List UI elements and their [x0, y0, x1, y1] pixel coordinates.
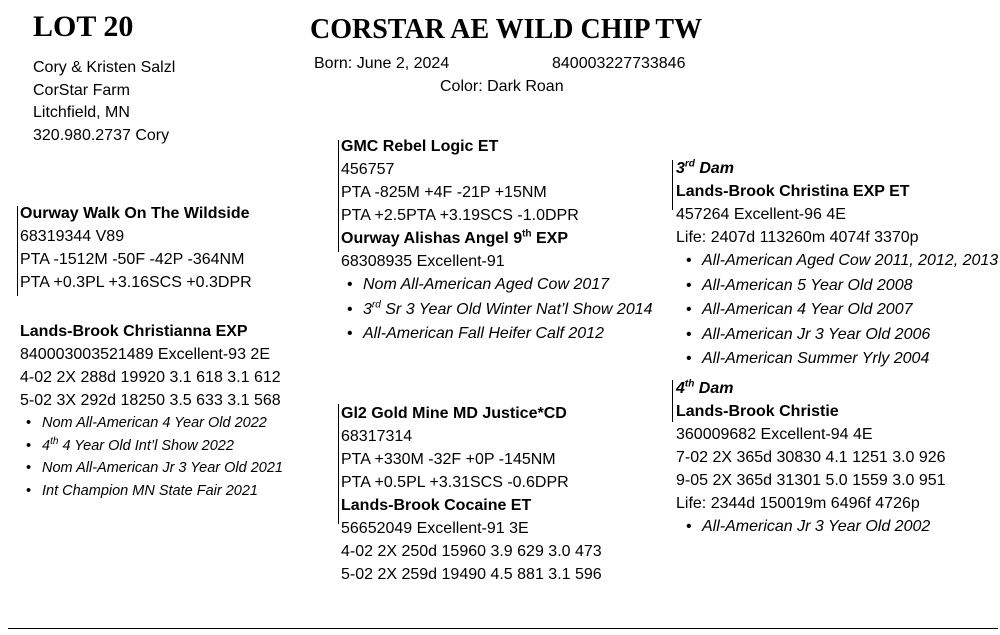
sire-sire-pta-production: PTA -825M +4F -21P +15NM: [341, 184, 547, 201]
third-dam-name: Lands-Brook Christina EXP ET: [676, 183, 910, 200]
list-item: • Nom All-American Jr 3 Year Old 2021: [20, 457, 283, 480]
list-item: • All-American Jr 3 Year Old 2006: [680, 323, 998, 348]
list-item: • 4th 4 Year Old Int’l Show 2022: [20, 435, 283, 458]
third-dam-life: Life: 2407d 113260m 4074f 3370p: [676, 229, 919, 246]
third-dam-reg: 457264 Excellent-96 4E: [676, 206, 846, 223]
dam-dam-record-2: 5-02 2X 259d 19490 4.5 881 3.1 596: [341, 566, 602, 583]
fourth-dam-awards: [680, 515, 946, 540]
dam-block: [20, 320, 283, 502]
animal-color: Color: Dark Roan: [440, 78, 564, 95]
dam-dam-reg: 56652049 Excellent-91 3E: [341, 520, 529, 537]
sire-dam-name: Ourway Alishas Angel 9th EXP: [341, 228, 569, 247]
fourth-dam-name: Lands-Brook Christie: [676, 403, 839, 420]
animal-id: 840003227733846: [552, 55, 686, 72]
pedigree-bracket: [672, 160, 673, 210]
sire-dam-reg: 68308935 Excellent-91: [341, 253, 505, 270]
third-dam-label: 3rd Dam: [676, 158, 735, 177]
sire-reg: 68319344 V89: [20, 228, 125, 245]
dam-sire-pta-production: PTA +330M -32F +0P -145NM: [341, 451, 556, 468]
dam-sire-reg: 68317314: [341, 428, 413, 445]
dam-record-2: 5-02 3X 292d 18250 3.5 633 3.1 568: [20, 392, 281, 409]
list-item: • Nom All-American 4 Year Old 2022: [20, 412, 283, 435]
fourth-dam-label: 4th Dam: [676, 378, 734, 397]
dam-dam-record-1: 4-02 2X 250d 15960 3.9 629 3.0 473: [341, 543, 602, 560]
pedigree-bracket: [338, 404, 339, 524]
fourth-dam-reg: 360009682 Excellent-94 4E: [676, 426, 873, 443]
fourth-dam-record-2: 9-05 2X 365d 31301 5.0 1559 3.0 951: [676, 472, 946, 489]
sire-sire-name: GMC Rebel Logic ET: [341, 138, 499, 155]
dam-awards: [20, 412, 283, 502]
fourth-dam-life: Life: 2344d 150019m 6496f 4726p: [676, 495, 920, 512]
owner-farm: CorStar Farm: [33, 81, 130, 99]
animal-name: CORSTAR AE WILD CHIP TW: [310, 14, 703, 45]
birth-date: Born: June 2, 2024: [314, 55, 450, 72]
third-dam-awards: [680, 249, 998, 372]
owner-name: Cory & Kristen Salzl: [33, 59, 176, 76]
sire-pta-health: PTA +0.3PL +3.16SCS +0.3DPR: [20, 274, 252, 291]
list-item: • All-American 5 Year Old 2008: [680, 274, 998, 299]
sire-sire-reg: 456757: [341, 161, 395, 178]
list-item: • All-American 4 Year Old 2007: [680, 298, 998, 323]
owner-block: [33, 57, 175, 147]
owner-city: Litchfield, MN: [33, 104, 130, 121]
pedigree-bracket: [672, 380, 673, 422]
dam-sire-pta-health: PTA +0.5PL +3.31SCS -0.6DPR: [341, 474, 569, 491]
lot-number: LOT 20: [33, 10, 134, 43]
list-item: • All-American Jr 3 Year Old 2002: [680, 515, 946, 540]
dam-reg: 840003003521489 Excellent-93 2E: [20, 346, 270, 363]
pedigree-bracket: [17, 206, 18, 296]
sire-name: Ourway Walk On The Wildside: [20, 205, 250, 222]
list-item: • Nom All-American Aged Cow 2017: [341, 273, 653, 298]
sire-pta-production: PTA -1512M -50F -42P -364NM: [20, 251, 245, 268]
dam-name: Lands-Brook Christianna EXP: [20, 323, 248, 340]
sire-dam-awards: [341, 273, 653, 347]
dam-sire-block: [341, 402, 602, 586]
list-item: • All-American Aged Cow 2011, 2012, 2013: [680, 249, 998, 274]
pedigree-bracket: [338, 140, 339, 252]
fourth-dam-block: [676, 377, 946, 540]
sire-block: [20, 202, 252, 294]
page-border: [8, 628, 998, 629]
sire-sire-pta-health: PTA +2.5PTA +3.19SCS -1.0DPR: [341, 207, 579, 224]
list-item: • 3rd Sr 3 Year Old Winter Nat’l Show 2014: [341, 298, 653, 323]
dam-dam-name: Lands-Brook Cocaine ET: [341, 497, 532, 514]
third-dam-block: [676, 157, 998, 372]
list-item: • Int Champion MN State Fair 2021: [20, 480, 283, 503]
list-item: • All-American Fall Heifer Calf 2012: [341, 322, 653, 347]
dam-sire-name: Gl2 Gold Mine MD Justice*CD: [341, 405, 567, 422]
dam-record-1: 4-02 2X 288d 19920 3.1 618 3.1 612: [20, 369, 281, 386]
owner-phone: 320.980.2737 Cory: [33, 126, 170, 144]
sire-sire-block: [341, 135, 653, 347]
list-item: • All-American Summer Yrly 2004: [680, 347, 998, 372]
fourth-dam-record-1: 7-02 2X 365d 30830 4.1 1251 3.0 926: [676, 449, 946, 466]
